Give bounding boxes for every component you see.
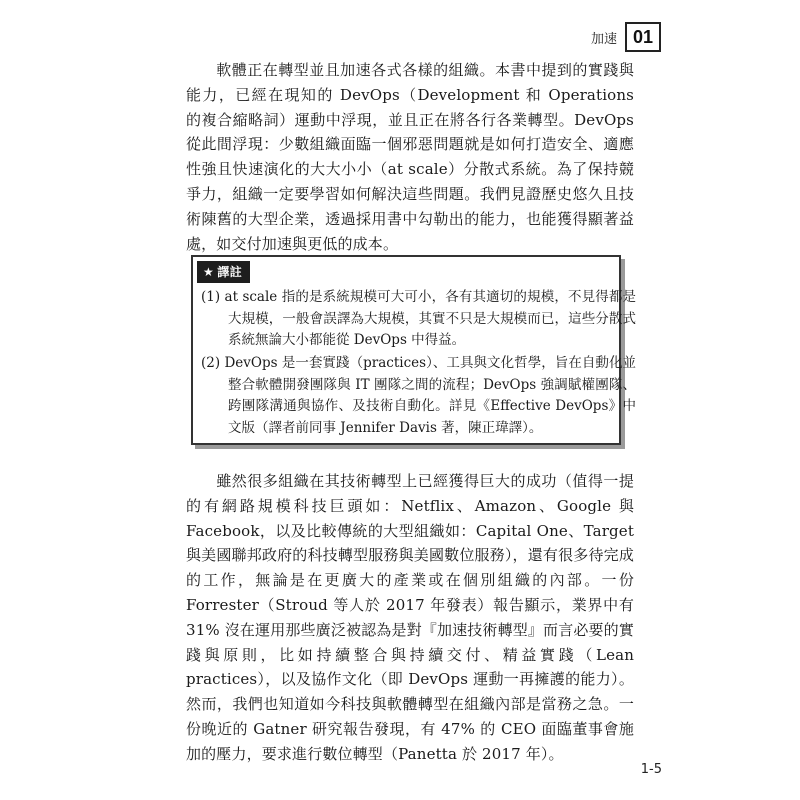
intro-paragraph <box>186 58 634 256</box>
body-paragraph-text: 雖然很多組織在其技術轉型上已經獲得巨大的成功（值得一提的有網路規模科技巨頭如：Netflix、Amazon、Google 與 Facebook，以及比較傳統的大型組織如：Capital One、Target 與美國聯邦政府的科技轉型服務與美國數位服務），還有很多待完成的工作，無論是在更廣大的產業或在個別組織的內部。一份 Forrester（Stroud 等人於 2017 年發表）報告顯示，業界中有 31% 沒在運用那些廣泛被認為是對『加速技術轉型』而言必要的實踐與原則，比如持續整合與持續交付、精益實踐（Lean practices），以及協作文化（即 DevOps 運動一再擁護的能力）。然而，我們也知道如今科技與軟體轉型在組織內部是當務之急。一份晚近的 Gatner 研究報告發現，有 47% 的 CEO 面臨董事會施加的壓力，要求進行數位轉型（Panetta 於 2017 年）。 <box>186 472 634 763</box>
translator-note-box <box>191 255 636 445</box>
translator-note-item: (1) at scale 指的是系統規模可大可小，各有其適切的規模，不見得都是大規模，一般會誤譯為大規模，其實不只是大規模而已，這些分散式系統無論大小都能從 DevOps 中得益。 <box>201 289 636 348</box>
translator-note-item: (2) DevOps 是一套實踐（practices）、工具與文化哲學，旨在自動化並整合軟體開發團隊與 IT 團隊之間的流程；DevOps 強調賦權團隊、跨團隊溝通與協作、及技術自動化。詳見《Effective DevOps》中文版（譯者前同事 Jennifer Davis 著，陳正瑋譯）。 <box>201 355 636 436</box>
translator-note-label: 譯註 <box>217 265 243 279</box>
page-number: 1-5 <box>640 762 662 777</box>
body-paragraph <box>186 469 634 767</box>
chapter-header <box>591 22 661 52</box>
intro-paragraph-text: 軟體正在轉型並且加速各式各樣的組織。本書中提到的實踐與能力，已經在現知的 DevOps（Development 和 Operations 的複合縮略詞）運動中浮現，並且正在將各行各業轉型。DevOps 從此間浮現：少數組織面臨一個邪惡問題就是如何打造安全、適應性強且快速演化的大大小小（at scale）分散式系統。為了保持競爭力，組織一定要學習如何解決這些問題。我們見證歷史悠久且技術陳舊的大型企業，透過採用書中勾勒出的能力，也能獲得顯著益處，如交付加速與更低的成本。 <box>186 61 634 253</box>
chapter-label: 加速 <box>590 31 617 47</box>
star-icon: ★ <box>203 265 215 279</box>
translator-note-tag <box>197 261 250 283</box>
chapter-number-badge: 01 <box>625 22 661 52</box>
